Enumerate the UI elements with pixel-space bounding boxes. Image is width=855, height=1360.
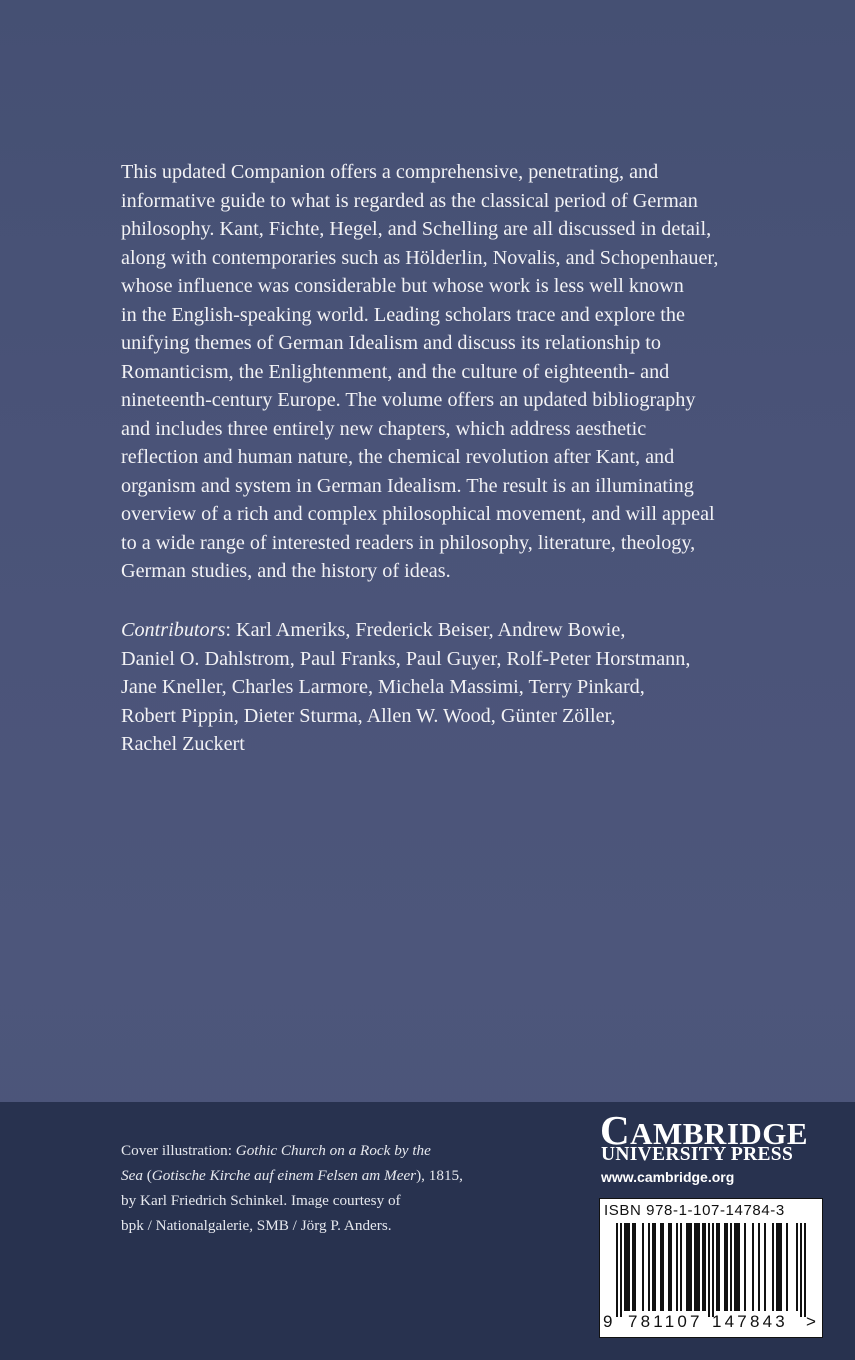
contributors-line: Jane Kneller, Charles Larmore, Michela Massimi, Terry Pinkard,	[121, 676, 645, 698]
blurb-line: This updated Companion offers a comprehensive, penetrating, and	[121, 161, 659, 183]
barcode-guard-bar	[804, 1223, 806, 1317]
barcode-bar	[726, 1223, 728, 1311]
barcode-bar	[628, 1223, 630, 1311]
barcode-bar	[626, 1223, 628, 1311]
barcode-bar	[696, 1223, 698, 1311]
barcode-bar	[716, 1223, 718, 1311]
ean-quiet-marker: >	[806, 1312, 816, 1331]
ean-right-digits: 147843	[712, 1312, 788, 1331]
barcode-bar	[676, 1223, 678, 1311]
barcode-bar	[736, 1223, 738, 1311]
credit-title-en-end: Sea	[121, 1167, 143, 1184]
blurb-line: along with contemporaries such as Hölderlin, Novalis, and Schopenhauer,	[121, 246, 719, 269]
ean-first-digit: 9	[603, 1312, 613, 1331]
barcode-bar	[744, 1223, 746, 1311]
barcode-bar	[764, 1223, 766, 1311]
barcode-bar	[796, 1223, 798, 1311]
credit-line: bpk / Nationalgalerie, SMB / Jörg P. Anders.	[121, 1217, 392, 1234]
barcode-bars	[600, 1221, 822, 1319]
barcode-bar	[780, 1223, 782, 1311]
credit-line: by Karl Friedrich Schinkel. Image courtesy of	[121, 1192, 401, 1209]
blurb-line: whose influence was considerable but whose work is less well known	[121, 275, 684, 297]
credit-paren-open: (	[142, 1167, 152, 1184]
barcode-bar	[660, 1223, 662, 1311]
publisher-press: UNIVERSITY PRESS	[601, 1144, 794, 1165]
blurb-line: overview of a rich and complex philosophical movement, and will appeal	[121, 503, 715, 525]
publisher-logo-initial: C	[600, 1107, 631, 1153]
barcode-bar	[734, 1223, 736, 1311]
barcode-bar	[730, 1223, 732, 1311]
barcode-guard-bar	[712, 1223, 714, 1317]
blurb-line: nineteenth-century Europe. The volume offers an updated bibliography	[121, 389, 696, 411]
publisher-url: www.cambridge.org	[601, 1169, 735, 1185]
publisher-logo-rest: AMBRIDGE	[630, 1116, 809, 1151]
barcode-bar	[786, 1223, 788, 1311]
isbn-barcode	[599, 1198, 823, 1338]
blurb-line: Romanticism, the Enlightenment, and the culture of eighteenth- and	[121, 360, 670, 383]
barcode-bar	[670, 1223, 672, 1311]
barcode-bar	[738, 1223, 740, 1311]
credit-title-de: Gotische Kirche auf einem Felsen am Meer	[151, 1167, 417, 1184]
contributors-line: Rachel Zuckert	[121, 733, 245, 755]
barcode-guard-bar	[620, 1223, 622, 1317]
credit-line	[121, 1163, 501, 1188]
barcode-guard-bar	[616, 1223, 618, 1317]
barcode-bar	[718, 1223, 720, 1311]
blurb-line: unifying themes of German Idealism and discuss its relationship to	[121, 332, 661, 354]
blurb-line: in the English-speaking world. Leading scholars trace and explore the	[121, 303, 685, 326]
ean-left-digits: 781107	[628, 1312, 703, 1331]
credit-paren-close: ), 1815,	[416, 1167, 463, 1184]
barcode-bar	[642, 1223, 644, 1311]
barcode-guard-bar	[708, 1223, 710, 1317]
barcode-bar	[758, 1223, 760, 1311]
barcode-bar	[776, 1223, 778, 1311]
barcode-bar	[690, 1223, 692, 1311]
barcode-bar	[778, 1223, 780, 1311]
barcode-bar	[668, 1223, 670, 1311]
barcode-bar	[752, 1223, 754, 1311]
barcode-bar	[694, 1223, 696, 1311]
barcode-bar	[724, 1223, 726, 1311]
blurb-line: philosophy. Kant, Fichte, Hegel, and Schelling are all discussed in detail,	[121, 218, 712, 240]
barcode-bar	[648, 1223, 650, 1311]
barcode-bar	[624, 1223, 626, 1311]
blurb-line: to a wide range of interested readers in philosophy, literature, theology,	[121, 531, 696, 554]
barcode-bar	[702, 1223, 704, 1311]
barcode-bar	[652, 1223, 654, 1311]
blurb-line: and includes three entirely new chapters, which address aesthetic	[121, 417, 647, 440]
blurb-text	[121, 158, 821, 586]
credit-title-en: Gothic Church on a Rock by the	[235, 1142, 431, 1159]
blurb-line: reflection and human nature, the chemical revolution after Kant, and	[121, 446, 675, 468]
barcode-bar	[772, 1223, 774, 1311]
blurb-line: informative guide to what is regarded as the classical period of German	[121, 189, 698, 212]
contributors-line: Robert Pippin, Dieter Sturma, Allen W. Wood, Günter Zöller,	[121, 704, 616, 727]
isbn-label: ISBN 978-1-107-14784-3	[604, 1202, 785, 1219]
barcode-bar	[632, 1223, 634, 1311]
barcode-bar	[662, 1223, 664, 1311]
blurb-line: organism and system in German Idealism. The result is an illuminating	[121, 474, 694, 497]
barcode-bar	[704, 1223, 706, 1311]
barcode-bar	[698, 1223, 700, 1311]
footer-band	[0, 1102, 855, 1360]
barcode-bar	[686, 1223, 688, 1311]
contributors-names: : Karl Ameriks, Frederick Beiser, Andrew Bowie,	[225, 619, 626, 641]
contributors-line: Daniel O. Dahlstrom, Paul Franks, Paul Guyer, Rolf-Peter Horstmann,	[121, 647, 691, 670]
credit-prefix: Cover illustration:	[121, 1142, 236, 1159]
barcode-bar	[634, 1223, 636, 1311]
contributors-label: Contributors	[121, 619, 226, 641]
barcode-guard-bar	[800, 1223, 802, 1317]
blurb-line: German studies, and the history of ideas.	[121, 560, 451, 582]
contributors-list	[121, 616, 821, 759]
barcode-bar	[688, 1223, 690, 1311]
ean-digits	[600, 1312, 822, 1334]
barcode-bar	[654, 1223, 656, 1311]
cover-credit	[121, 1138, 501, 1238]
barcode-bar	[680, 1223, 682, 1311]
contributors-line	[121, 616, 821, 645]
credit-line	[121, 1138, 501, 1163]
